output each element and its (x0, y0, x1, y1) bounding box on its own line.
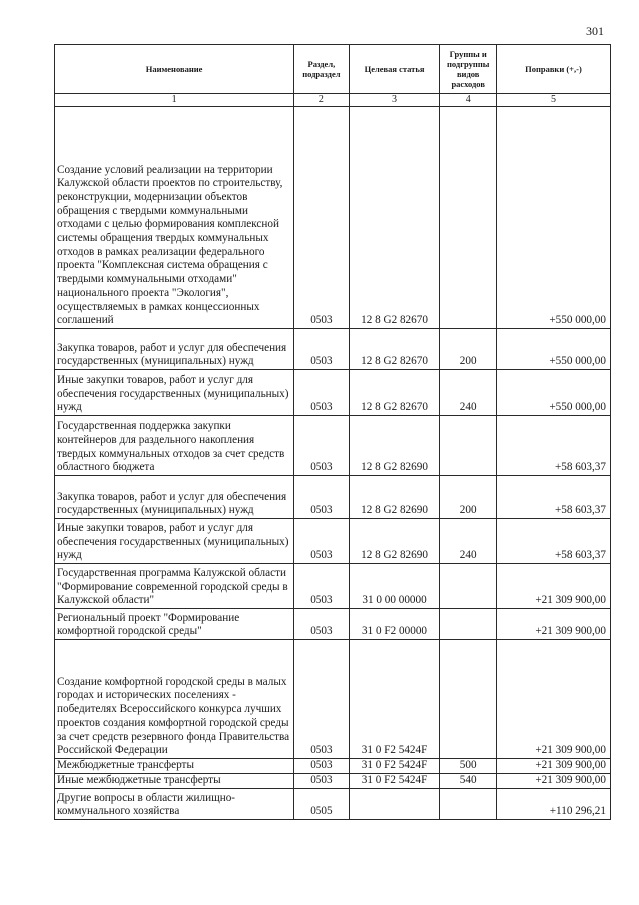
row-section: 0503 (294, 519, 349, 564)
row-amount: +21 309 900,00 (496, 609, 610, 640)
row-target: 31 0 F2 5424F (349, 640, 440, 759)
header-groups: Группы и подгруппы видов расходов (440, 45, 497, 94)
row-section: 0503 (294, 329, 349, 370)
table-row (55, 107, 611, 329)
row-section: 0503 (294, 107, 349, 329)
row-group (440, 416, 497, 476)
row-name: Создание комфортной городской среды в малых городах и исторических поселениях - победителях Всероссийского конкурса лучших проектов создания комфортной городской среды за счет средств резервного фонда Правительства Российской Федерации (55, 640, 294, 759)
row-target: 31 0 F2 00000 (349, 609, 440, 640)
row-name: Иные закупки товаров, работ и услуг для обеспечения государственных (муниципальных) нужд (55, 519, 294, 564)
row-section: 0503 (294, 609, 349, 640)
row-group: 500 (440, 759, 497, 774)
row-name: Иные закупки товаров, работ и услуг для обеспечения государственных (муниципальных) нужд (55, 370, 294, 416)
row-target: 12 8 G2 82690 (349, 519, 440, 564)
row-target (349, 789, 440, 820)
row-target: 12 8 G2 82690 (349, 416, 440, 476)
column-number-row (55, 94, 611, 107)
table-row (55, 640, 611, 759)
row-group (440, 564, 497, 609)
row-section: 0503 (294, 759, 349, 774)
row-amount: +21 309 900,00 (496, 774, 610, 789)
row-section: 0505 (294, 789, 349, 820)
row-amount: +21 309 900,00 (496, 759, 610, 774)
table-row (55, 370, 611, 416)
row-name: Закупка товаров, работ и услуг для обеспечения государственных (муниципальных) нужд (55, 476, 294, 519)
row-section: 0503 (294, 640, 349, 759)
row-group: 240 (440, 370, 497, 416)
column-number: 3 (349, 94, 440, 107)
page-number: 301 (586, 24, 604, 38)
column-number: 5 (496, 94, 610, 107)
row-target: 31 0 F2 5424F (349, 759, 440, 774)
row-group (440, 107, 497, 329)
table-row (55, 774, 611, 789)
row-amount: +58 603,37 (496, 519, 610, 564)
row-name: Иные межбюджетные трансферты (55, 774, 294, 789)
row-group: 200 (440, 329, 497, 370)
row-name: Региональный проект "Формирование комфортной городской среды" (55, 609, 294, 640)
row-name: Государственная программа Калужской области "Формирование современной городской среды в Калужской области" (55, 564, 294, 609)
row-section: 0503 (294, 564, 349, 609)
row-amount: +550 000,00 (496, 370, 610, 416)
row-group (440, 640, 497, 759)
budget-amendments-table (54, 44, 611, 820)
row-name: Закупка товаров, работ и услуг для обеспечения государственных (муниципальных) нужд (55, 329, 294, 370)
row-target: 12 8 G2 82690 (349, 476, 440, 519)
header-name: Наименование (55, 45, 294, 94)
table-row (55, 476, 611, 519)
row-target: 12 8 G2 82670 (349, 370, 440, 416)
row-group (440, 789, 497, 820)
row-target: 12 8 G2 82670 (349, 329, 440, 370)
row-amount: +550 000,00 (496, 329, 610, 370)
header-amendments: Поправки (+,-) (496, 45, 610, 94)
row-target: 31 0 00 00000 (349, 564, 440, 609)
row-section: 0503 (294, 774, 349, 789)
row-group: 540 (440, 774, 497, 789)
table-row (55, 564, 611, 609)
row-section: 0503 (294, 476, 349, 519)
row-amount: +58 603,37 (496, 416, 610, 476)
row-group: 200 (440, 476, 497, 519)
row-name: Государственная поддержка закупки контейнеров для раздельного накопления твердых коммунальных отходов за счет средств областного бюджета (55, 416, 294, 476)
row-section: 0503 (294, 416, 349, 476)
column-number: 1 (55, 94, 294, 107)
column-number: 4 (440, 94, 497, 107)
table-row (55, 789, 611, 820)
row-target: 31 0 F2 5424F (349, 774, 440, 789)
table-row (55, 609, 611, 640)
row-amount: +58 603,37 (496, 476, 610, 519)
row-group: 240 (440, 519, 497, 564)
header-section: Раздел, подраздел (294, 45, 349, 94)
header-target: Целевая статья (349, 45, 440, 94)
row-name: Другие вопросы в области жилищно-коммунального хозяйства (55, 789, 294, 820)
header-row (55, 45, 611, 94)
table-row (55, 519, 611, 564)
row-amount: +21 309 900,00 (496, 640, 610, 759)
row-amount: +550 000,00 (496, 107, 610, 329)
column-number: 2 (294, 94, 349, 107)
row-group (440, 609, 497, 640)
row-name: Межбюджетные трансферты (55, 759, 294, 774)
table-row (55, 329, 611, 370)
row-name: Создание условий реализации на территории Калужской области проектов по строительству, реконструкции, модернизации объектов обращения с твердыми коммунальными отходами с целью формирования комплексной системы обращения твердых коммунальных отходов в рамках реализации федерального проекта "Комплексная система обращения с твердыми коммунальными отходами" национального проекта "Экология", осуществляемых в рамках концессионных соглашений (55, 107, 294, 329)
row-amount: +110 296,21 (496, 789, 610, 820)
row-section: 0503 (294, 370, 349, 416)
row-target: 12 8 G2 82670 (349, 107, 440, 329)
table-row (55, 416, 611, 476)
table-row (55, 759, 611, 774)
row-amount: +21 309 900,00 (496, 564, 610, 609)
